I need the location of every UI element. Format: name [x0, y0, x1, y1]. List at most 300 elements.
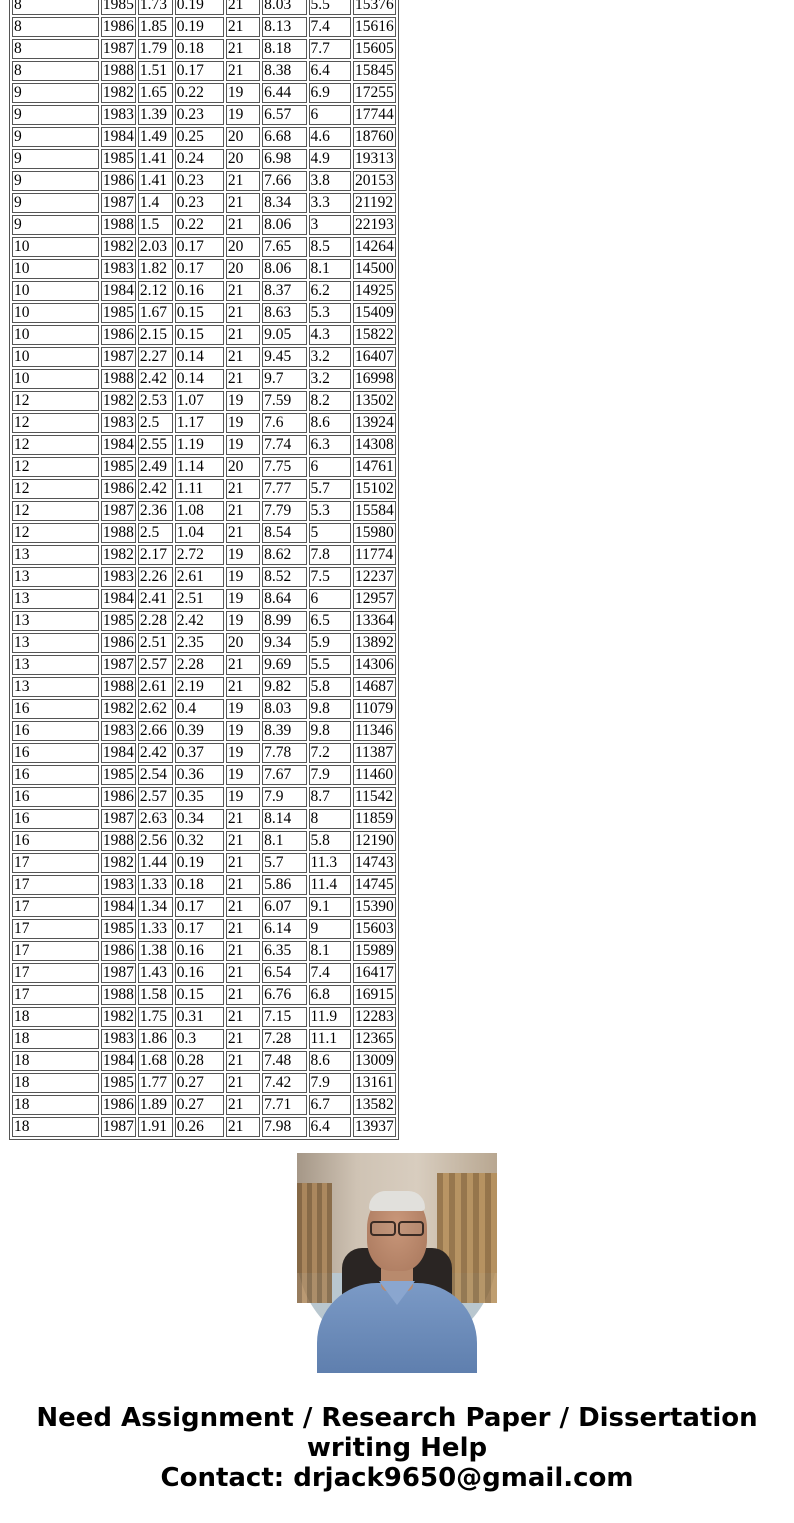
table-cell: 13	[12, 633, 99, 653]
table-cell: 7.2	[309, 743, 351, 763]
table-cell: 16417	[353, 963, 396, 983]
table-cell: 8.38	[262, 61, 306, 81]
table-row	[12, 677, 396, 697]
table-cell: 21	[226, 1007, 260, 1027]
table-cell: 1983	[102, 568, 134, 585]
table-cell: 21	[226, 369, 260, 389]
table-cell: 8.54	[262, 523, 306, 543]
table-cell: 21	[226, 61, 260, 81]
table-cell: 7.5	[309, 567, 351, 587]
table-cell: 19	[226, 743, 260, 763]
table-cell: 6	[309, 589, 351, 609]
table-cell: 7.28	[262, 1029, 306, 1049]
table-cell: 3.2	[309, 369, 351, 389]
table-cell: 1.39	[138, 105, 173, 125]
table-cell: 7.66	[262, 171, 306, 191]
table-row	[12, 259, 396, 279]
table-cell: 9.82	[262, 677, 306, 697]
table-row	[12, 61, 396, 81]
table-row	[12, 281, 396, 301]
table-cell: 0.22	[175, 215, 224, 235]
table-cell: 17	[12, 875, 99, 895]
table-cell: 13161	[353, 1073, 396, 1093]
table-cell: 21	[226, 963, 260, 983]
table-cell: 12	[12, 479, 99, 499]
table-cell: 1987	[102, 40, 134, 57]
table-row	[12, 567, 396, 587]
table-cell: 2.35	[175, 633, 224, 653]
table-cell: 12190	[353, 831, 396, 851]
table-cell: 22193	[353, 215, 396, 235]
table-cell: 15390	[353, 897, 396, 917]
table-cell: 8.06	[262, 215, 306, 235]
table-cell: 7.65	[262, 237, 306, 257]
table-cell: 1983	[102, 722, 134, 739]
table-cell: 13937	[353, 1117, 396, 1137]
table-cell: 21	[226, 809, 260, 829]
table-row	[12, 985, 396, 1005]
table-cell: 15980	[353, 523, 396, 543]
table-cell: 1985	[102, 458, 134, 475]
table-cell: 20	[226, 237, 260, 257]
table-cell: 19	[226, 589, 260, 609]
table-cell: 8	[12, 0, 99, 15]
table-cell: 18	[12, 1029, 99, 1049]
table-row	[12, 523, 396, 543]
table-cell: 5.3	[309, 501, 351, 521]
table-cell: 4.9	[309, 149, 351, 169]
table-row	[12, 787, 396, 807]
table-cell: 1.58	[138, 985, 173, 1005]
table-cell: 5	[309, 523, 351, 543]
table-cell: 6.76	[262, 985, 306, 1005]
table-cell: 1982	[102, 1008, 134, 1025]
table-cell: 7.6	[262, 413, 306, 433]
table-cell: 7.4	[309, 17, 351, 37]
table-cell: 0.16	[175, 941, 224, 961]
table-cell: 2.72	[175, 545, 224, 565]
table-cell: 6.4	[309, 1117, 351, 1137]
table-cell: 1.41	[138, 149, 173, 169]
table-cell: 2.42	[138, 369, 173, 389]
table-cell: 1.19	[175, 435, 224, 455]
table-cell: 2.63	[138, 809, 173, 829]
table-row	[12, 435, 396, 455]
table-cell: 0.15	[175, 303, 224, 323]
table-cell: 8.18	[262, 39, 306, 59]
table-cell: 10	[12, 369, 99, 389]
table-cell: 7.59	[262, 391, 306, 411]
table-cell: 14306	[353, 655, 396, 675]
table-row	[12, 215, 396, 235]
table-cell: 6.14	[262, 919, 306, 939]
table-cell: 13	[12, 567, 99, 587]
table-cell: 21	[226, 193, 260, 213]
table-cell: 7.9	[309, 765, 351, 785]
table-cell: 8	[12, 61, 99, 81]
table-cell: 21	[226, 853, 260, 873]
table-cell: 2.49	[138, 457, 173, 477]
table-cell: 19	[226, 105, 260, 125]
table-cell: 0.14	[175, 369, 224, 389]
table-cell: 13502	[353, 391, 396, 411]
table-row	[12, 501, 396, 521]
table-cell: 0.36	[175, 765, 224, 785]
table-cell: 6.4	[309, 61, 351, 81]
table-cell: 13	[12, 545, 99, 565]
table-cell: 2.17	[138, 545, 173, 565]
table-cell: 1987	[102, 502, 134, 519]
table-cell: 2.26	[138, 567, 173, 587]
table-row	[12, 1051, 396, 1071]
table-cell: 16	[12, 743, 99, 763]
table-cell: 1984	[102, 436, 134, 453]
table-cell: 20	[226, 259, 260, 279]
table-cell: 1987	[102, 810, 134, 827]
table-cell: 6.44	[262, 83, 306, 103]
table-cell: 1.49	[138, 127, 173, 147]
table-cell: 12	[12, 457, 99, 477]
table-cell: 1985	[102, 304, 134, 321]
table-cell: 9.05	[262, 325, 306, 345]
table-cell: 8.62	[262, 545, 306, 565]
table-cell: 15616	[353, 17, 396, 37]
table-cell: 8	[309, 809, 351, 829]
table-cell: 19	[226, 413, 260, 433]
table-cell: 16	[12, 699, 99, 719]
table-cell: 1984	[102, 282, 134, 299]
table-cell: 21	[226, 1051, 260, 1071]
table-cell: 1986	[102, 326, 134, 343]
table-cell: 8.64	[262, 589, 306, 609]
table-cell: 1988	[102, 986, 134, 1003]
table-cell: 14308	[353, 435, 396, 455]
table-cell: 2.12	[138, 281, 173, 301]
table-cell: 0.17	[175, 259, 224, 279]
table-cell: 7.9	[309, 1073, 351, 1093]
table-row	[12, 413, 396, 433]
table-cell: 21	[226, 281, 260, 301]
table-cell: 16	[12, 809, 99, 829]
table-cell: 0.16	[175, 963, 224, 983]
table-cell: 1984	[102, 744, 134, 761]
table-cell: 1987	[102, 194, 134, 211]
table-cell: 1982	[102, 84, 134, 101]
table-cell: 8.63	[262, 303, 306, 323]
table-cell: 10	[12, 303, 99, 323]
table-cell: 6	[309, 105, 351, 125]
table-cell: 21	[226, 303, 260, 323]
table-cell: 14761	[353, 457, 396, 477]
table-cell: 18	[12, 1073, 99, 1093]
table-cell: 0.37	[175, 743, 224, 763]
table-cell: 1.51	[138, 61, 173, 81]
table-cell: 1985	[102, 612, 134, 629]
table-cell: 1987	[102, 1118, 134, 1135]
table-cell: 1982	[102, 700, 134, 717]
table-cell: 15989	[353, 941, 396, 961]
table-cell: 1.68	[138, 1051, 173, 1071]
table-cell: 1985	[102, 1074, 134, 1091]
table-cell: 2.55	[138, 435, 173, 455]
promo-line-2: writing Help	[306, 1433, 488, 1463]
table-cell: 15409	[353, 303, 396, 323]
table-row	[12, 1117, 396, 1137]
table-cell: 8.39	[262, 721, 306, 741]
table-cell: 6.35	[262, 941, 306, 961]
table-cell: 2.42	[138, 479, 173, 499]
table-row	[12, 633, 396, 653]
table-row	[12, 919, 396, 939]
table-cell: 10	[12, 347, 99, 367]
table-cell: 16915	[353, 985, 396, 1005]
table-cell: 21	[226, 17, 260, 37]
table-cell: 8	[12, 17, 99, 37]
table-cell: 12	[12, 523, 99, 543]
table-cell: 2.51	[175, 589, 224, 609]
table-cell: 8	[12, 39, 99, 59]
table-cell: 1988	[102, 370, 134, 387]
table-cell: 9	[12, 193, 99, 213]
table-cell: 6.3	[309, 435, 351, 455]
table-cell: 11.3	[309, 853, 351, 873]
table-cell: 19	[226, 435, 260, 455]
table-cell: 21	[226, 941, 260, 961]
table-cell: 21	[226, 831, 260, 851]
table-cell: 17	[12, 941, 99, 961]
table-cell: 19	[226, 787, 260, 807]
table-cell: 15584	[353, 501, 396, 521]
table-cell: 11346	[353, 721, 396, 741]
table-cell: 0.24	[175, 149, 224, 169]
table-cell: 7.8	[309, 545, 351, 565]
table-cell: 5.7	[309, 479, 351, 499]
table-cell: 12	[12, 391, 99, 411]
table-cell: 1.91	[138, 1117, 173, 1137]
table-cell: 21	[226, 919, 260, 939]
author-avatar	[297, 1153, 497, 1353]
table-cell: 5.8	[309, 831, 351, 851]
table-cell: 15102	[353, 479, 396, 499]
table-cell: 7.75	[262, 457, 306, 477]
table-cell: 13	[12, 589, 99, 609]
table-cell: 6.7	[309, 1095, 351, 1115]
table-cell: 2.54	[138, 765, 173, 785]
table-cell: 18	[12, 1095, 99, 1115]
table-cell: 7.4	[309, 963, 351, 983]
table-cell: 8.34	[262, 193, 306, 213]
table-cell: 0.17	[175, 61, 224, 81]
table-row	[12, 831, 396, 851]
table-cell: 21	[226, 347, 260, 367]
table-cell: 8.6	[309, 413, 351, 433]
table-cell: 9.1	[309, 897, 351, 917]
table-cell: 0.27	[175, 1073, 224, 1093]
table-cell: 20	[226, 149, 260, 169]
table-cell: 1.07	[175, 391, 224, 411]
table-cell: 2.03	[138, 237, 173, 257]
table-row	[12, 1007, 396, 1027]
table-cell: 9	[309, 919, 351, 939]
table-cell: 17	[12, 853, 99, 873]
table-cell: 21	[226, 985, 260, 1005]
table-cell: 0.32	[175, 831, 224, 851]
table-cell: 0.39	[175, 721, 224, 741]
table-cell: 2.61	[175, 567, 224, 587]
table-cell: 19313	[353, 149, 396, 169]
table-cell: 8.03	[262, 699, 306, 719]
table-cell: 9	[12, 83, 99, 103]
table-cell: 15376	[353, 0, 396, 15]
data-table-body	[12, 0, 396, 1137]
table-row	[12, 39, 396, 59]
table-cell: 0.17	[175, 897, 224, 917]
table-cell: 0.17	[175, 919, 224, 939]
table-cell: 9	[12, 215, 99, 235]
table-row	[12, 743, 396, 763]
table-cell: 20	[226, 457, 260, 477]
table-row	[12, 193, 396, 213]
table-cell: 18760	[353, 127, 396, 147]
table-cell: 14743	[353, 853, 396, 873]
table-cell: 8.1	[309, 941, 351, 961]
table-cell: 16	[12, 831, 99, 851]
table-cell: 11079	[353, 699, 396, 719]
table-cell: 1984	[102, 898, 134, 915]
table-cell: 0.31	[175, 1007, 224, 1027]
table-cell: 2.61	[138, 677, 173, 697]
table-cell: 8.52	[262, 567, 306, 587]
table-row	[12, 721, 396, 741]
table-row	[12, 479, 396, 499]
table-cell: 6	[309, 457, 351, 477]
table-cell: 1984	[102, 1052, 134, 1069]
table-cell: 7.7	[309, 39, 351, 59]
table-cell: 0.16	[175, 281, 224, 301]
table-cell: 12	[12, 501, 99, 521]
table-cell: 1982	[102, 238, 134, 255]
table-cell: 3.2	[309, 347, 351, 367]
table-cell: 0.4	[175, 699, 224, 719]
table-cell: 1.79	[138, 39, 173, 59]
table-cell: 1.41	[138, 171, 173, 191]
table-cell: 5.5	[309, 0, 351, 15]
table-row	[12, 545, 396, 565]
table-cell: 13	[12, 677, 99, 697]
table-cell: 15822	[353, 325, 396, 345]
table-cell: 11774	[353, 545, 396, 565]
table-cell: 19	[226, 721, 260, 741]
table-row	[12, 391, 396, 411]
table-cell: 13892	[353, 633, 396, 653]
table-cell: 2.62	[138, 699, 173, 719]
table-cell: 4.3	[309, 325, 351, 345]
table-row	[12, 699, 396, 719]
table-cell: 8.7	[309, 787, 351, 807]
table-cell: 8.1	[309, 259, 351, 279]
table-cell: 0.26	[175, 1117, 224, 1137]
table-row	[12, 875, 396, 895]
table-cell: 8.03	[262, 0, 306, 15]
table-cell: 12	[12, 413, 99, 433]
table-cell: 6.8	[309, 985, 351, 1005]
table-cell: 0.19	[175, 0, 224, 15]
table-cell: 2.56	[138, 831, 173, 851]
table-cell: 6.68	[262, 127, 306, 147]
table-cell: 21	[226, 523, 260, 543]
table-cell: 2.28	[175, 655, 224, 675]
table-cell: 5.3	[309, 303, 351, 323]
table-row	[12, 303, 396, 323]
table-cell: 8.06	[262, 259, 306, 279]
table-cell: 6.54	[262, 963, 306, 983]
table-cell: 1983	[102, 414, 134, 431]
table-cell: 8.6	[309, 1051, 351, 1071]
table-cell: 13	[12, 655, 99, 675]
table-cell: 21	[226, 1117, 260, 1137]
promo-line-1: Need Assignment / Research Paper / Dissertation	[36, 1403, 758, 1433]
table-cell: 0.22	[175, 83, 224, 103]
table-cell: 12237	[353, 567, 396, 587]
table-row	[12, 369, 396, 389]
table-cell: 0.28	[175, 1051, 224, 1071]
table-cell: 9.34	[262, 633, 306, 653]
table-cell: 7.74	[262, 435, 306, 455]
table-cell: 19	[226, 83, 260, 103]
table-cell: 18	[12, 1007, 99, 1027]
table-cell: 21	[226, 325, 260, 345]
table-row	[12, 83, 396, 103]
table-cell: 19	[226, 611, 260, 631]
table-cell: 0.19	[175, 853, 224, 873]
table-cell: 19	[226, 545, 260, 565]
table-cell: 11.4	[309, 875, 351, 895]
table-cell: 21	[226, 897, 260, 917]
table-cell: 0.27	[175, 1095, 224, 1115]
table-cell: 1.04	[175, 523, 224, 543]
table-cell: 11.1	[309, 1029, 351, 1049]
table-cell: 14500	[353, 259, 396, 279]
table-cell: 2.57	[138, 655, 173, 675]
table-row	[12, 853, 396, 873]
table-row	[12, 17, 396, 37]
table-cell: 16	[12, 721, 99, 741]
table-cell: 5.8	[309, 677, 351, 697]
table-cell: 2.57	[138, 787, 173, 807]
table-cell: 2.19	[175, 677, 224, 697]
table-cell: 1983	[102, 260, 134, 277]
table-cell: 7.98	[262, 1117, 306, 1137]
table-cell: 9	[12, 149, 99, 169]
table-cell: 1983	[102, 106, 134, 123]
table-cell: 13364	[353, 611, 396, 631]
table-cell: 1988	[102, 678, 134, 695]
table-cell: 1982	[102, 392, 134, 409]
table-cell: 1982	[102, 854, 134, 871]
table-cell: 13582	[353, 1095, 396, 1115]
table-cell: 0.35	[175, 787, 224, 807]
table-cell: 1.77	[138, 1073, 173, 1093]
table-cell: 11387	[353, 743, 396, 763]
table-cell: 9	[12, 171, 99, 191]
table-cell: 1.89	[138, 1095, 173, 1115]
table-row	[12, 1095, 396, 1115]
table-cell: 7.67	[262, 765, 306, 785]
table-cell: 15845	[353, 61, 396, 81]
table-cell: 1.75	[138, 1007, 173, 1027]
table-cell: 21	[226, 677, 260, 697]
table-cell: 1.33	[138, 919, 173, 939]
